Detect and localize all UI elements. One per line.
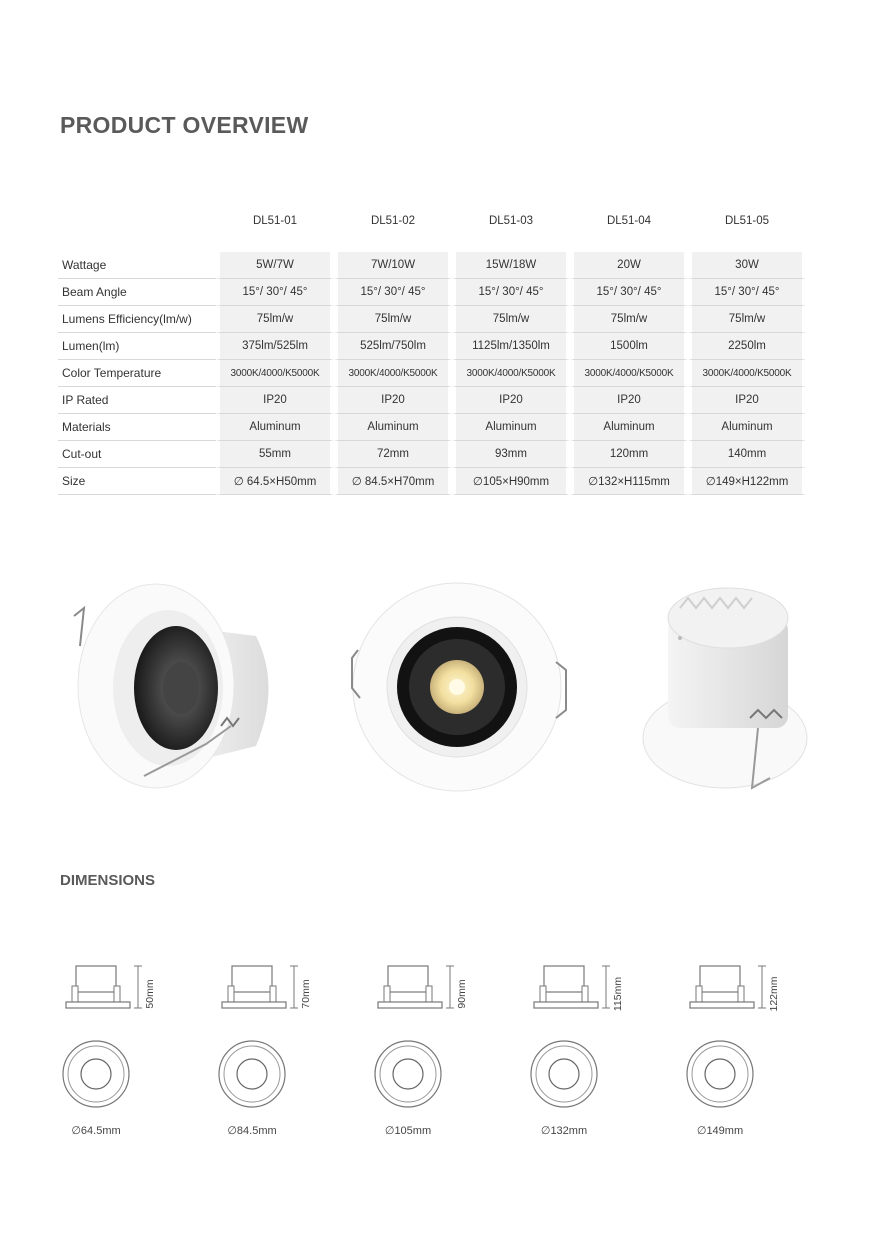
- table-cell: ∅105×H90mm: [452, 468, 570, 495]
- table-row: [58, 414, 806, 441]
- model-header: DL51-02: [334, 208, 452, 234]
- diameter-label: ∅132mm: [540, 1125, 588, 1137]
- table-cell: 15°/ 30°/ 45°: [216, 279, 334, 306]
- table-cell: 1125lm/1350lm: [452, 333, 570, 360]
- dimension-drawing: [58, 960, 198, 1150]
- table-cell: IP20: [216, 387, 334, 414]
- table-cell: 20W: [570, 252, 688, 279]
- model-header: DL51-03: [452, 208, 570, 234]
- model-header: DL51-01: [216, 208, 334, 234]
- page-title: PRODUCT OVERVIEW: [60, 112, 309, 138]
- row-label: Color Temperature: [58, 360, 216, 387]
- table-cell: IP20: [334, 387, 452, 414]
- table-cell: 3000K/4000/K5000K: [216, 360, 334, 387]
- table-cell: 93mm: [452, 441, 570, 468]
- table-cell: 72mm: [334, 441, 452, 468]
- row-label: Size: [58, 468, 216, 495]
- dimension-drawing: [682, 960, 822, 1150]
- table-cell: 525lm/750lm: [334, 333, 452, 360]
- table-cell: 2250lm: [688, 333, 806, 360]
- table-cell: 15°/ 30°/ 45°: [334, 279, 452, 306]
- table-cell: 3000K/4000/K5000K: [570, 360, 688, 387]
- table-cell: Aluminum: [452, 414, 570, 441]
- table-cell: 15W/18W: [452, 252, 570, 279]
- dimensions-title: DIMENSIONS: [60, 872, 156, 889]
- table-row: [58, 387, 806, 414]
- spec-table: [58, 208, 806, 495]
- model-header: DL51-05: [688, 208, 806, 234]
- product-photo-angled: [56, 576, 296, 796]
- table-cell: 75lm/w: [334, 306, 452, 333]
- table-row: [58, 360, 806, 387]
- table-cell: 7W/10W: [334, 252, 452, 279]
- row-label: Cut-out: [58, 441, 216, 468]
- table-cell: 75lm/w: [216, 306, 334, 333]
- table-cell: 75lm/w: [688, 306, 806, 333]
- table-cell: Aluminum: [216, 414, 334, 441]
- table-cell: Aluminum: [334, 414, 452, 441]
- table-cell: 30W: [688, 252, 806, 279]
- height-label: 50mm: [144, 979, 156, 1009]
- table-cell: 75lm/w: [452, 306, 570, 333]
- table-row: [58, 279, 806, 306]
- height-label: 115mm: [612, 976, 624, 1012]
- table-cell: 15°/ 30°/ 45°: [688, 279, 806, 306]
- table-cell: 5W/7W: [216, 252, 334, 279]
- table-cell: 3000K/4000/K5000K: [452, 360, 570, 387]
- table-row: [58, 468, 806, 495]
- table-cell: ∅132×H115mm: [570, 468, 688, 495]
- diameter-label: ∅84.5mm: [227, 1125, 277, 1137]
- table-cell: 375lm/525lm: [216, 333, 334, 360]
- row-label: Wattage: [58, 252, 216, 279]
- header-spacer: [58, 234, 806, 252]
- table-cell: 3000K/4000/K5000K: [334, 360, 452, 387]
- table-row: [58, 441, 806, 468]
- row-label: Lumens Efficiency(lm/w): [58, 306, 216, 333]
- table-cell: 75lm/w: [570, 306, 688, 333]
- table-cell: IP20: [688, 387, 806, 414]
- spec-body: [58, 252, 806, 495]
- table-cell: 55mm: [216, 441, 334, 468]
- product-photo-front: [344, 580, 574, 795]
- header-blank: [58, 208, 216, 234]
- table-header-row: [58, 208, 806, 234]
- diameter-label: ∅64.5mm: [71, 1125, 121, 1137]
- table-cell: 120mm: [570, 441, 688, 468]
- table-cell: IP20: [570, 387, 688, 414]
- table-cell: 1500lm: [570, 333, 688, 360]
- row-label: Lumen(lm): [58, 333, 216, 360]
- table-cell: 140mm: [688, 441, 806, 468]
- row-label: Materials: [58, 414, 216, 441]
- table-row: [58, 333, 806, 360]
- table-cell: ∅ 64.5×H50mm: [216, 468, 334, 495]
- dimension-drawing: [526, 960, 666, 1150]
- table-cell: IP20: [452, 387, 570, 414]
- model-header: DL51-04: [570, 208, 688, 234]
- table-cell: 15°/ 30°/ 45°: [570, 279, 688, 306]
- product-photo-back: [640, 578, 810, 798]
- diameter-label: ∅105mm: [384, 1125, 432, 1137]
- table-cell: Aluminum: [688, 414, 806, 441]
- table-cell: 15°/ 30°/ 45°: [452, 279, 570, 306]
- height-label: 70mm: [300, 979, 312, 1009]
- height-label: 90mm: [456, 979, 468, 1009]
- diameter-label: ∅149mm: [696, 1125, 744, 1137]
- row-label: IP Rated: [58, 387, 216, 414]
- table-row: [58, 252, 806, 279]
- dimension-drawing: [214, 960, 354, 1150]
- dimension-drawing: [370, 960, 510, 1150]
- table-cell: ∅ 84.5×H70mm: [334, 468, 452, 495]
- height-label: 122mm: [768, 976, 780, 1012]
- table-cell: Aluminum: [570, 414, 688, 441]
- table-row: [58, 306, 806, 333]
- table-cell: 3000K/4000/K5000K: [688, 360, 806, 387]
- table-cell: ∅149×H122mm: [688, 468, 806, 495]
- row-label: Beam Angle: [58, 279, 216, 306]
